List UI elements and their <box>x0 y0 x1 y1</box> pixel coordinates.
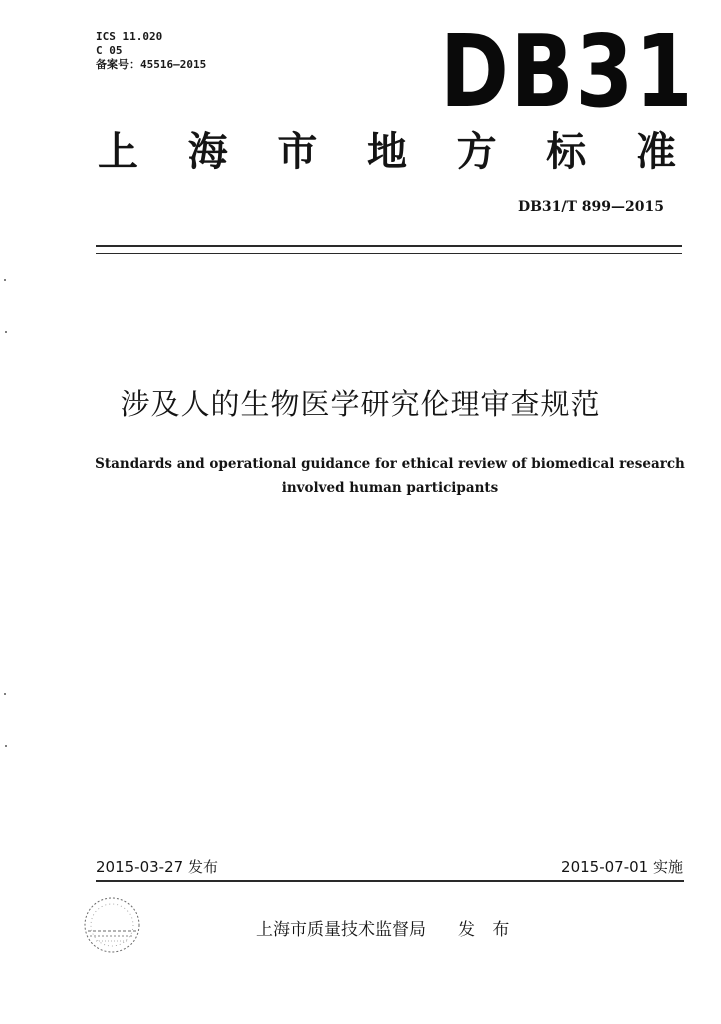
scan-speck <box>4 693 6 695</box>
document-title-chinese: 涉及人的生物医学研究伦理审查规范 <box>120 387 601 421</box>
db31-logo: DB31 <box>440 13 695 130</box>
ics-code: ICS 11.020 <box>96 30 163 43</box>
document-title-english <box>60 452 720 500</box>
standard-type-char: 海 <box>187 129 228 175</box>
filing-number: 备案号：45516—2015 <box>96 58 207 71</box>
standard-type-char: 上 <box>98 129 138 175</box>
scan-speck <box>5 331 7 333</box>
publisher-action: 发 布 <box>458 920 516 940</box>
header-divider <box>96 245 682 254</box>
standard-number: DB31/T 899—2015 <box>517 199 664 215</box>
standard-type-char: 市 <box>277 129 318 175</box>
publisher-line <box>256 915 515 940</box>
scan-speck <box>5 745 7 747</box>
issue-date: 2015-03-27 发布 <box>96 858 218 876</box>
standard-type-char: 方 <box>456 129 497 175</box>
footer-divider <box>96 880 684 882</box>
publisher-name: 上海市质量技术监督局 <box>256 920 426 940</box>
title-english-line-2: involved human participants <box>281 480 499 496</box>
scan-speck <box>4 279 6 281</box>
official-seal-icon <box>80 893 144 957</box>
implementation-date: 2015-07-01 实施 <box>561 858 683 876</box>
ccs-code: C 05 <box>96 44 123 57</box>
standard-type-char: 准 <box>635 129 676 175</box>
title-english-line-1: Standards and operational guidance for ethical review of biomedical research <box>95 456 685 472</box>
standard-type-title <box>98 128 676 176</box>
classification-block <box>96 30 206 72</box>
standard-type-char: 地 <box>366 129 407 175</box>
standard-type-char: 标 <box>546 129 587 175</box>
